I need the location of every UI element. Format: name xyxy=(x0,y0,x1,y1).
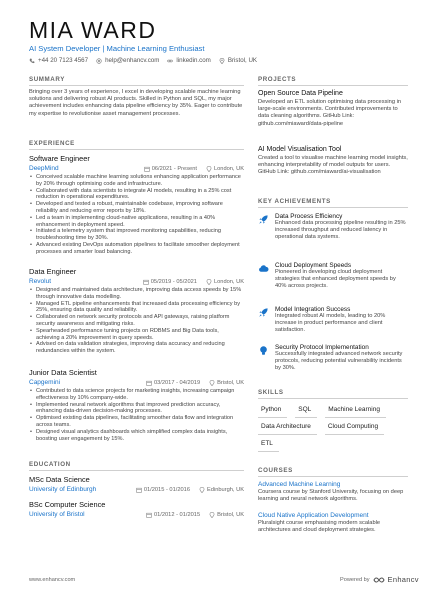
project-description: Developed an ETL solution optimising data processing in large-scale environments. Contributed improvements to data cleaning algorithms. GitHub Link: github.com/miaward/data-pipeline xyxy=(258,99,402,127)
job-meta xyxy=(29,165,244,172)
courses-heading: COURSES xyxy=(258,467,293,474)
job-dates xyxy=(143,279,197,285)
bullet-item: • Led a team in implementing cloud-native applications, resulting in a 40% enhancement in deployment speed. xyxy=(29,215,244,229)
skills-row xyxy=(258,420,392,435)
achievement-title: Security Protocol Implementation xyxy=(275,344,369,351)
bullet-item: • Managed ETL pipeline enhancements that increased data processing efficiency by 25%, ensuring data quality and reliability. xyxy=(29,301,244,315)
location-pin-icon xyxy=(209,512,215,518)
footer-url[interactable]: www.enhancv.com xyxy=(29,577,76,583)
achievement-text: Successfully integrated advanced network security protocols, reducing potential vulnerability incidents by 30%. xyxy=(275,351,403,372)
project-entry xyxy=(258,90,408,128)
course-entry xyxy=(258,481,408,503)
job-location xyxy=(206,279,244,285)
location-pin-icon xyxy=(206,279,212,285)
achievement-body xyxy=(275,262,408,291)
project-title: Open Source Data Pipeline xyxy=(258,90,343,97)
location-pin-icon xyxy=(206,166,212,172)
skills-row xyxy=(258,403,394,418)
achievement-item xyxy=(258,213,408,242)
achievement-text: Enhanced data processing pipeline resulting in 25% increased throughput and reduced latency in operational data systems. xyxy=(275,220,406,241)
location-text: Bristol, UK xyxy=(217,511,244,518)
achievement-item xyxy=(258,262,408,291)
calendar-icon xyxy=(143,279,149,285)
bullet-item: • Advanced existing DevOps automation pipelines to facilitate smoother deployment processes and smarter load balancing. xyxy=(29,242,244,256)
bullet-item: • Implemented neural network algorithms that improved prediction accuracy, enhancing data-driven decision-making processes. xyxy=(29,402,244,416)
skills-heading: SKILLS xyxy=(258,389,284,396)
bullet-item: • Advised on data validation strategies, improving data accuracy and reducing redundancies within the system. xyxy=(29,341,244,355)
job-dates xyxy=(144,166,197,172)
company-name[interactable]: Revolut xyxy=(29,278,52,285)
experience-divider xyxy=(29,149,244,150)
school-name[interactable]: University of Edinburgh xyxy=(29,486,97,493)
achievement-item xyxy=(258,306,408,335)
job-location xyxy=(209,380,244,386)
education-heading: EDUCATION xyxy=(29,461,71,468)
achievements-heading: KEY ACHIEVEMENTS xyxy=(258,198,331,205)
cloud-icon xyxy=(258,263,269,274)
location-text: London, UK xyxy=(213,165,244,172)
course-description: Coursera course by Stanford University, focusing on deep learning and neural network algorithms. xyxy=(258,489,404,503)
location-text: London, UK xyxy=(213,278,244,285)
job-entry xyxy=(29,154,244,256)
achievement-title: Data Process Efficiency xyxy=(275,213,343,220)
achievement-text: Pioneered in developing cloud deployment strategies that enhanced deployment speeds by 40% across projects. xyxy=(275,269,396,290)
bullet-item: • Optimised existing data pipelines, facilitating smoother data flow and integration across teams. xyxy=(29,415,244,429)
course-title[interactable]: Cloud Native Application Development xyxy=(258,512,369,519)
job-meta xyxy=(29,278,244,285)
achievement-body xyxy=(275,306,408,335)
summary-divider xyxy=(29,85,244,86)
skill-tag: Data Architecture xyxy=(258,420,317,435)
calendar-icon xyxy=(144,166,150,172)
contact-email[interactable] xyxy=(96,57,159,64)
job-meta-right xyxy=(143,279,244,285)
candidate-name: MIA WARD xyxy=(29,17,157,43)
achievement-title: Cloud Deployment Speeds xyxy=(275,262,352,269)
achievement-text: Integrated robust AI models, leading to 20% increase in product performance and client satisfaction. xyxy=(275,313,386,334)
powered-by-label: Powered by xyxy=(340,576,370,583)
job-title: Software Engineer xyxy=(29,154,90,163)
job-meta xyxy=(29,379,244,386)
education-location xyxy=(209,512,244,518)
achievement-body xyxy=(275,213,408,242)
job-location xyxy=(206,166,244,172)
link-icon xyxy=(167,58,173,64)
calendar-icon xyxy=(136,487,142,493)
location-pin-icon xyxy=(209,380,215,386)
job-title: Data Engineer xyxy=(29,267,77,276)
degree-title: BSc Computer Science xyxy=(29,500,106,509)
education-meta-right xyxy=(146,512,244,518)
brand-name: Enhancv xyxy=(387,575,419,584)
bullet-item: • Developed and tested a robust, maintainable codebase, improving software reliability and reducing error reports by 18%. xyxy=(29,201,244,215)
projects-heading: PROJECTS xyxy=(258,76,297,83)
project-entry xyxy=(258,146,408,177)
achievement-body xyxy=(275,344,408,373)
achievements-divider xyxy=(258,207,408,208)
achievement-title: Model Integration Success xyxy=(275,306,351,313)
courses-divider xyxy=(258,476,408,477)
project-title: AI Model Visualisation Tool xyxy=(258,146,342,153)
location-text: Bristol, UK xyxy=(217,379,244,386)
job-entry xyxy=(29,267,244,355)
at-icon xyxy=(96,58,102,64)
skill-tag: SQL xyxy=(295,403,317,418)
degree-title: MSc Data Science xyxy=(29,475,90,484)
education-entry xyxy=(29,475,244,493)
rocket-icon xyxy=(258,214,269,225)
location-text: Bristol, UK xyxy=(227,57,258,64)
phone-icon xyxy=(29,58,35,64)
bullet-item: • Collaborated with data scientists to integrate AI models, resulting in a 25% cost reduction in operational expenditures. xyxy=(29,188,244,202)
education-dates xyxy=(136,487,190,493)
location-text: Edinburgh, UK xyxy=(207,486,244,493)
skills-divider xyxy=(258,398,408,399)
bullet-item: • Designed and maintained data architecture, improving data access speeds by 15% through innovative data modelling. xyxy=(29,287,244,301)
company-name[interactable]: Capgemini xyxy=(29,379,61,386)
bullet-item: • Designed visual analytics dashboards which simplified complex data insights, boosting user engagement by 15%. xyxy=(29,429,244,443)
location-pin-icon xyxy=(219,58,225,64)
linkedin-text: linkedin.com xyxy=(176,57,211,64)
location-pin-icon xyxy=(199,487,205,493)
course-title[interactable]: Advanced Machine Learning xyxy=(258,481,341,488)
dates-text: 01/2012 - 01/2015 xyxy=(153,511,201,518)
project-description: Created a tool to visualise machine learning model insights, enhancing interpretability of model outputs for users. GitHub Link: github.com/miaward/ai-visualisation xyxy=(258,155,408,176)
education-entry xyxy=(29,500,244,518)
powered-by[interactable] xyxy=(340,575,419,584)
achievement-item xyxy=(258,344,408,373)
dates-text: 03/2017 - 04/2019 xyxy=(153,379,201,386)
bullet-item: • Collaborated on network security protocols and API gateways, raising platform security awareness and mitigating risks. xyxy=(29,314,244,328)
course-entry xyxy=(258,512,408,534)
candidate-title: AI System Developer | Machine Learning Enthusiast xyxy=(29,44,205,53)
summary-heading: SUMMARY xyxy=(29,76,65,83)
course-description: Pluralsight course emphasising modern scalable architectures and cloud deployment strategies. xyxy=(258,520,381,534)
skill-tag: Cloud Computing xyxy=(325,420,384,435)
contact-location xyxy=(219,57,257,64)
education-location xyxy=(199,487,244,493)
job-meta-right xyxy=(146,380,244,386)
job-bullets xyxy=(29,388,244,442)
education-dates xyxy=(146,512,200,518)
skill-tag: Machine Learning xyxy=(325,403,386,418)
bullet-item: • Spearheaded performance tuning projects on RDBMS and Big Data tools, achieving a 20% improvement in query speeds. xyxy=(29,328,244,342)
bullet-item: • Contributed to data science projects for marketing insights, increasing campaign effectiveness by 10% company-wide. xyxy=(29,388,244,402)
bullet-item: • Initiated a telemetry system that improved monitoring capabilities, reducing troubleshooting time by 30%. xyxy=(29,228,244,242)
contact-phone[interactable] xyxy=(29,57,88,64)
job-title: Junior Data Scientist xyxy=(29,368,97,377)
contact-linkedin[interactable] xyxy=(167,57,210,64)
calendar-icon xyxy=(146,512,152,518)
skill-tag: Python xyxy=(258,403,287,418)
experience-heading: EXPERIENCE xyxy=(29,140,75,147)
education-meta-right xyxy=(136,487,244,493)
dates-text: 06/2021 - Present xyxy=(151,165,197,172)
company-name[interactable]: DeepMind xyxy=(29,165,59,172)
rocket-icon xyxy=(258,307,269,318)
projects-divider xyxy=(258,85,408,86)
job-dates xyxy=(146,380,200,386)
summary-text: Bringing over 3 years of experience, I excel in developing scalable machine learning solutions and delivering robust AI products. Skilled in Python and SQL, my major achievement includes enhancing data pipeline efficiency by 35%. Eager to contribute my expertise to revolutionise asset management processes. xyxy=(29,89,243,117)
email-text: help@enhancv.com xyxy=(105,57,160,64)
job-bullets xyxy=(29,174,244,256)
contact-bar xyxy=(29,57,257,64)
skill-tag: ETL xyxy=(258,437,279,452)
phone-text: +44 20 7123 4567 xyxy=(38,57,89,64)
enhancv-logo-icon xyxy=(373,576,385,584)
job-bullets xyxy=(29,287,244,355)
skills-row xyxy=(258,437,287,452)
education-meta xyxy=(29,511,244,518)
bullet-item: • Conceived scalable machine learning solutions enhancing application performance by 20% through optimising code and infrastructure. xyxy=(29,174,244,188)
education-meta xyxy=(29,486,244,493)
education-divider xyxy=(29,470,244,471)
job-entry xyxy=(29,368,244,442)
lightbulb-icon xyxy=(258,345,269,356)
dates-text: 01/2015 - 01/2016 xyxy=(143,486,190,493)
job-meta-right xyxy=(144,166,244,172)
dates-text: 05/2019 - 05/2021 xyxy=(150,278,197,285)
calendar-icon xyxy=(146,380,152,386)
school-name[interactable]: University of Bristol xyxy=(29,511,85,518)
